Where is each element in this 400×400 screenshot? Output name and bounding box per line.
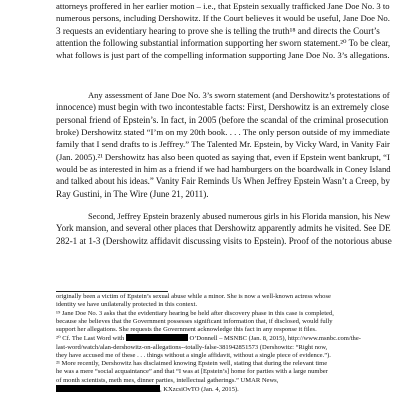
footnote-line: [56, 334, 392, 343]
text-line: numerous persons, including Dershowitz. If the Court believes it would be useful, Jane Doe No.: [56, 13, 390, 24]
text-line: Ray Gustini, in The Wire (June 21, 2011).: [56, 188, 209, 199]
text-line: innocence) must begin with two incontestable facts: First, Dershowitz is an extremely close: [56, 102, 390, 113]
footnote-line: last-word/watch/alan-dershowitz-on-allegations--totally-false-381942851573 (Dershowitz: “Right now,: [56, 343, 328, 351]
footnote-line: of month scientists, meth mes, dinner parties, intellectual gatherings.” UMAR News,: [56, 376, 279, 384]
footnote-line: they have accused me of these . . . things without a single affidavit, without a single piece of evidence.”).: [56, 351, 331, 359]
text-line: attorneys proffered in her earlier motion – i.e., that Epstein sexually trafficked Jane Doe No. 3 to: [56, 1, 390, 11]
footnote-line: identity we have unilaterally protected in this context.: [56, 301, 198, 309]
footnote-line: [56, 385, 392, 394]
text-line: Any assessment of Jane Doe No. 3’s sworn statement (and Dershowitz’s protestations of: [88, 90, 390, 100]
footnote-line: ¹⁹ Jane Doe No. 3 asks that the evidentiary hearing be held after discovery phase in this case is completed,: [56, 309, 334, 317]
text-line: 3 requests an evidentiary hearing to prove she is telling the truth¹⁸ and directs the Court’s: [56, 25, 380, 36]
text-line: (Jan. 2005).²¹ Dershowitz has also been quoted as saying that, even if Epstein went bankrupt, “I: [56, 151, 390, 162]
footnote-text: ²⁰ Cf. The Last Word with: [56, 335, 125, 343]
footnote-line: because she believes that the Government possesses significant information that, if disclosed, would fully: [56, 317, 333, 325]
text-line: personal friend of Epstein’s. In fact, in 2005 (before the scandal of the criminal prosecution: [56, 114, 389, 125]
text-line: Second, Jeffrey Epstein brazenly abused numerous girls in his Florida mansion, his New: [88, 211, 391, 221]
footnote-text: O’Donnell – MSNBC (Jan. 8, 2015), http://www.msnbc.com/the-: [189, 335, 361, 343]
paragraph-3: [56, 210, 392, 247]
footnote-line: he was a mere “social acquaintance” and that “I was at [Epstein’s] home for parties with a large number: [56, 368, 328, 376]
footnote-line: support her allegations. She requests the Government acknowledge this fact in any response it files.: [56, 326, 317, 334]
paragraph-1: [56, 0, 392, 62]
redaction-bar: [126, 334, 188, 341]
text-line: attention the following substantial information supporting her sworn statement.²⁰ To be clear,: [56, 38, 391, 49]
footnote-line: ²¹ More recently, Dershowitz has disclaimed knowing Epstein well, stating that during the relevant time: [56, 360, 328, 368]
footnote-line: originally been a victim of Epstein’s sexual abuse while a minor. She is now a well-known actress whose: [56, 293, 331, 300]
paragraph-2: [56, 89, 392, 200]
text-line: broke) Dershowitz stated “I’m on my 20th book. . . . The only person outside of my immediate: [56, 127, 390, 138]
footnotes: [56, 293, 392, 394]
text-line: and talked about his ideas.” Vanity Fair Reminds Us When Jeffrey Epstein Wasn’t a Creep, by: [56, 176, 390, 187]
footnote-separator: [56, 291, 168, 292]
text-line: York mansion, and several other places that Dershowitz apparently admits he visited. See DE: [56, 223, 391, 234]
footnote-text: , KXzcsiOvTO (Jan. 4, 2015).: [160, 385, 239, 393]
text-line: would be as interested in him as a friend if we had hamburgers on the boardwalk in Coney Island: [56, 164, 391, 175]
text-line: what follows is just part of the compelling information supporting Jane Doe No. 3’s allegations.: [56, 50, 390, 61]
text-line: 282-1 at 1-3 (Dershowitz affidavit discussing visits to Epstein). Proof of the notorious abuse: [56, 235, 392, 246]
text-line: family that I send drafts to is Jeffrey.” The Talented Mr. Epstein, by Vicky Ward, in Vanity Fair: [56, 139, 390, 150]
redaction-bar: [56, 385, 160, 392]
